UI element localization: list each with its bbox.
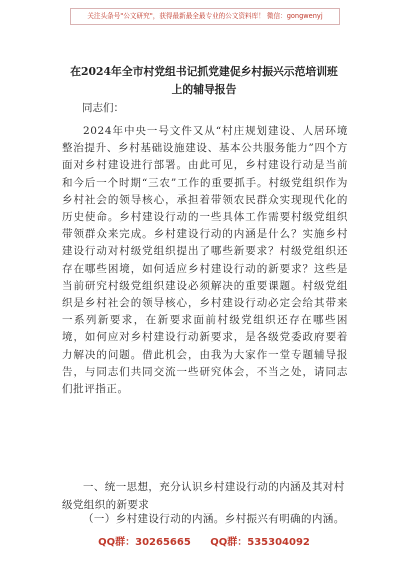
section-heading: 一、统一思想，充分认识乡村建设行动的内涵及其对村级党组织的新要求 [62,481,345,511]
document-title-line1: 在2024年全市村党组书记抓党建促乡村振兴示范培训班 [70,65,338,78]
salutation: 同志们： [82,102,124,114]
footer-contact [0,533,408,548]
footer-qq-group-1: QQ群：30265665 [98,537,191,548]
footer-qq-group-2: QQ群：535304092 [210,537,310,548]
document-title-line2: 上的辅导报告 [171,83,237,96]
body-paragraph: 2024年中央一号文件又从“村庄规划建设、人居环境整治提升、乡村基础设施建设、基本公共服务能力”四个方面对乡村建设进行部署。由此可见，乡村建设行动是当前和今后一个时期“三农”工作的重要抓手。村级党组织作为乡村社会的领导核心，承担着带领农民群众实现现代化的历史使命。乡村建设行动的一些具体工作需要村级党组织带领群众来完成。乡村建设行动的内涵是什么？实施乡村建设行动对村级党组织提出了哪些新要求？村级党组织还存在哪些困境，如何适应乡村建设行动的新要求？这些是当前研究村级党组织建设必须解决的重要课题。村级党组织是乡村社会的领导核心，乡村建设行动必定会给其带来一系列新要求，在新要求面前村级党组织还存在哪些困境，如何应对乡村建设行动新要求，是各级党委政府要着力解决的问题。借此机会，由我为大家作一堂专题辅导报告，与同志们共同交流一些研究体会，不当之处，请同志们批评指正。 [62,125,348,396]
promo-banner: 关注头条号"公文研究"，获得最新最全最专业的公文资料库！ 微信：gongwenyj [70,8,340,25]
subsection-text: （一）乡村建设行动的内涵。乡村振兴有明确的内涵。 [83,513,345,525]
